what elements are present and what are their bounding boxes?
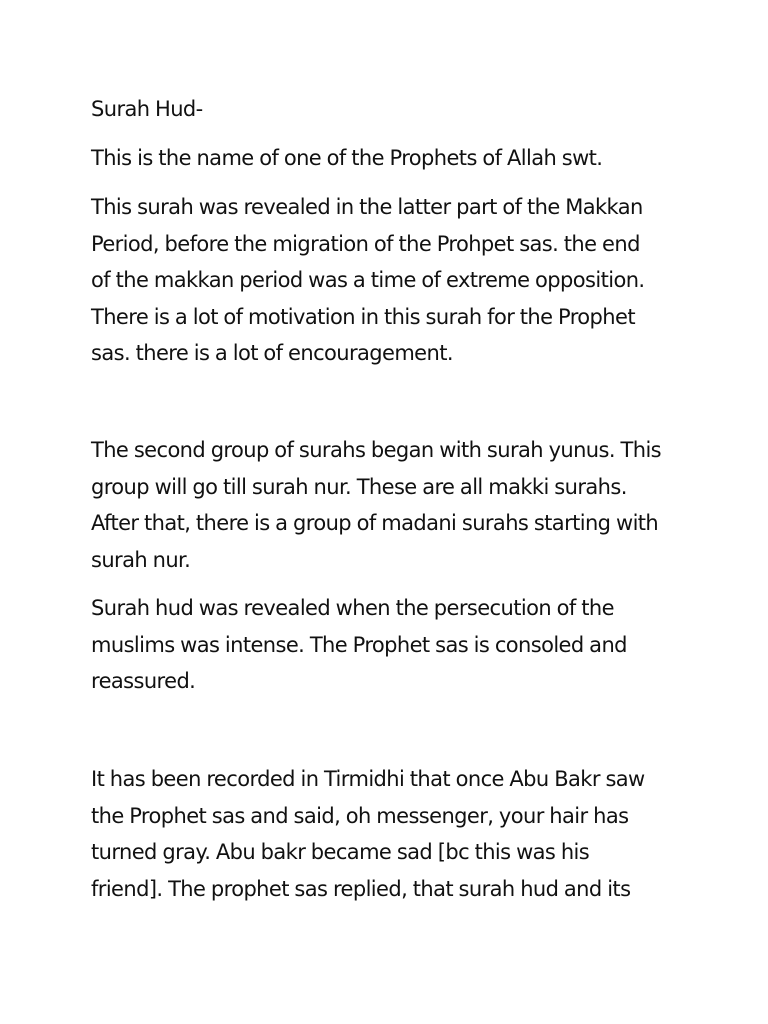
paragraph-line: After that, there is a group of madani surahs starting with [91, 511, 659, 535]
paragraph-line: friend]. The prophet sas replied, that surah hud and its [91, 876, 631, 901]
paragraph-line: Period, before the migration of the Prohpet sas. the end [91, 231, 640, 256]
paragraph-line: It has been recorded in Tirmidhi that once Abu Bakr saw [91, 767, 645, 791]
paragraph-line: of the makkan period was a time of extreme opposition. [91, 268, 645, 292]
paragraph-line: Surah hud was revealed when the persecution of the [91, 596, 614, 620]
paragraph-4 [91, 590, 691, 700]
paragraph-line: the Prophet sas and said, oh messenger, your hair has [91, 803, 629, 828]
paragraph-line: sas. there is a lot of encouragement. [91, 341, 453, 365]
paragraph-line: There is a lot of motivation in this surah for the Prophet [91, 304, 635, 329]
paragraph-2 [91, 189, 691, 372]
paragraph-1 [91, 140, 691, 177]
paragraph-3 [91, 432, 691, 578]
paragraph-line: The second group of surahs began with surah yunus. This [91, 438, 662, 462]
paragraph-line: surah nur. [91, 547, 191, 572]
paragraph-line: reassured. [91, 669, 196, 693]
paragraph-line: This surah was revealed in the latter part of the Makkan [91, 195, 643, 219]
paragraph-line: This is the name of one of the Prophets of Allah swt. [91, 146, 603, 170]
paragraph-line: muslims was intense. The Prophet sas is consoled and [91, 632, 627, 657]
title-line: Surah Hud- [91, 97, 203, 121]
paragraph-5 [91, 761, 691, 907]
paragraph-line: turned gray. Abu bakr became sad [bc this was his [91, 840, 590, 864]
document-title [91, 91, 691, 128]
paragraph-line: group will go till surah nur. These are all makki surahs. [91, 474, 627, 499]
